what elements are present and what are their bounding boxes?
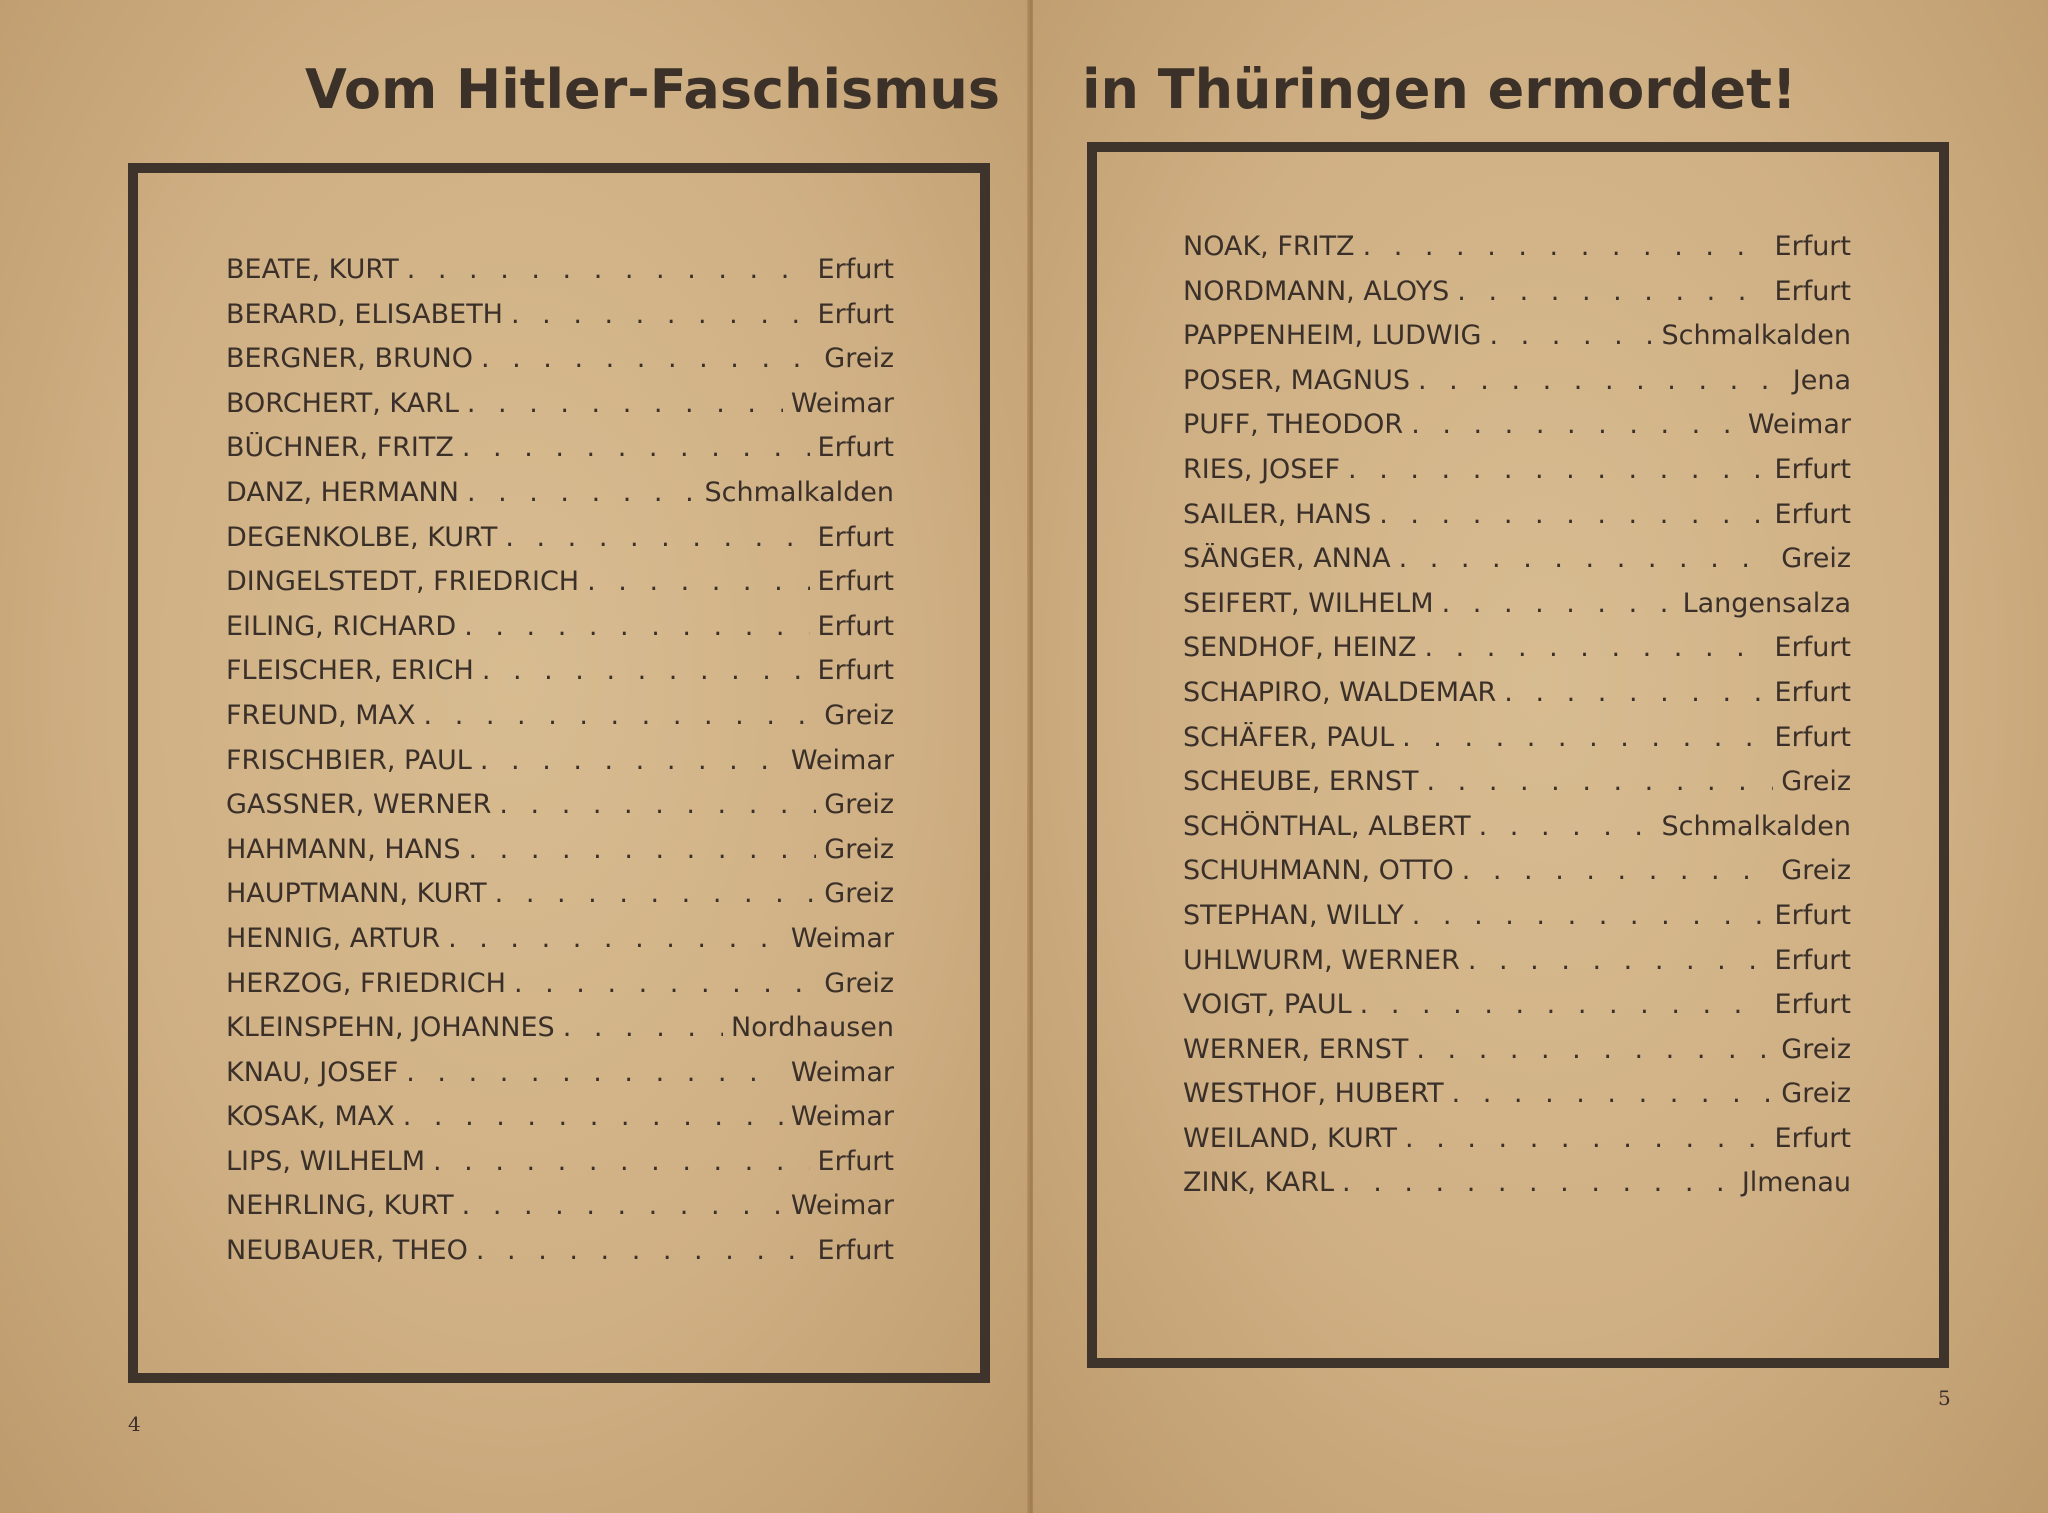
city-name: Weimar — [790, 1101, 894, 1133]
city-name: Weimar — [790, 744, 894, 776]
dot-leader — [1363, 231, 1767, 262]
city-name: Weimar — [790, 1190, 894, 1222]
city-name: Greiz — [1781, 855, 1851, 887]
victim-name: KLEINSPEHN, JOHANNES — [226, 1012, 555, 1044]
dot-leader — [1418, 365, 1785, 396]
victim-name: LIPS, WILHELM — [226, 1145, 425, 1177]
list-item — [226, 789, 894, 834]
victim-name: HERZOG, FRIEDRICH — [226, 967, 506, 999]
list-item — [226, 1057, 894, 1102]
dot-leader — [1452, 1078, 1774, 1109]
city-name: Erfurt — [817, 655, 894, 687]
dot-leader — [406, 1057, 783, 1088]
list-item — [1183, 588, 1851, 633]
list-item — [226, 432, 894, 477]
list-item — [1183, 1034, 1851, 1079]
city-name: Greiz — [824, 343, 894, 375]
dot-leader — [505, 522, 809, 553]
dot-leader — [424, 700, 817, 731]
victim-name: BORCHERT, KARL — [226, 387, 459, 419]
city-name: Erfurt — [1774, 453, 1851, 485]
victim-name: DINGELSTEDT, FRIEDRICH — [226, 566, 580, 598]
city-name: Greiz — [824, 833, 894, 865]
list-item — [1183, 499, 1851, 544]
victim-name: SCHÖNTHAL, ALBERT — [1183, 810, 1471, 842]
victim-name: FREUND, MAX — [226, 699, 416, 731]
list-item — [226, 1235, 894, 1280]
city-name: Erfurt — [817, 610, 894, 642]
list-item — [226, 745, 894, 790]
list-item — [226, 388, 894, 433]
city-name: Weimar — [1747, 409, 1851, 441]
city-name: Erfurt — [817, 566, 894, 598]
list-item — [226, 1101, 894, 1146]
victim-name: KOSAK, MAX — [226, 1101, 395, 1133]
dot-leader — [433, 1146, 810, 1177]
victim-name: NEUBAUER, THEO — [226, 1235, 468, 1267]
city-name: Weimar — [790, 922, 894, 954]
right-page — [1033, 0, 2048, 1513]
list-item — [1183, 722, 1851, 767]
victim-name: UHLWURM, WERNER — [1183, 944, 1460, 976]
list-item — [226, 522, 894, 567]
dot-leader — [480, 745, 783, 776]
dot-leader — [448, 923, 783, 954]
victim-name: STEPHAN, WILLY — [1183, 899, 1404, 931]
dot-leader — [407, 254, 810, 285]
list-item — [226, 1190, 894, 1235]
list-item — [1183, 900, 1851, 945]
dot-leader — [1504, 677, 1766, 708]
dot-leader — [1348, 454, 1767, 485]
victim-name: FLEISCHER, ERICH — [226, 655, 474, 687]
victim-name: HAUPTMANN, KURT — [226, 878, 487, 910]
list-item — [1183, 989, 1851, 1034]
victim-name: PUFF, THEODOR — [1183, 409, 1404, 441]
victim-name: SAILER, HANS — [1183, 498, 1372, 530]
city-name: Erfurt — [817, 298, 894, 330]
dot-leader — [495, 878, 817, 909]
dot-leader — [563, 1012, 723, 1043]
list-item — [1183, 1078, 1851, 1123]
list-item — [226, 834, 894, 879]
list-item — [1183, 409, 1851, 454]
victim-name: FRISCHBIER, PAUL — [226, 744, 472, 776]
city-name: Greiz — [824, 967, 894, 999]
dot-leader — [511, 299, 810, 330]
list-item — [226, 923, 894, 968]
list-item — [226, 566, 894, 611]
dot-leader — [1402, 722, 1766, 753]
city-name: Erfurt — [1774, 231, 1851, 262]
left-page-title: Vom Hitler-Faschismus — [305, 58, 1000, 121]
list-item — [1183, 632, 1851, 677]
dot-leader — [403, 1101, 783, 1132]
dot-leader — [462, 432, 810, 463]
dot-leader — [1399, 543, 1774, 574]
city-name: Erfurt — [817, 1145, 894, 1177]
city-name: Weimar — [790, 387, 894, 419]
list-item — [1183, 365, 1851, 410]
dot-leader — [1379, 499, 1766, 530]
list-item — [1183, 320, 1851, 365]
dot-leader — [499, 789, 816, 820]
victim-name: VOIGT, PAUL — [1183, 989, 1352, 1021]
list-item — [226, 477, 894, 522]
victim-name: WEILAND, KURT — [1183, 1122, 1398, 1154]
list-item — [226, 700, 894, 745]
victim-name: GASSNER, WERNER — [226, 789, 492, 821]
city-name: Greiz — [1781, 1033, 1851, 1065]
city-name: Erfurt — [1774, 899, 1851, 931]
victim-name: HAHMANN, HANS — [226, 833, 461, 865]
victim-name: BÜCHNER, FRITZ — [226, 432, 454, 464]
city-name: Erfurt — [1774, 498, 1851, 530]
city-name: Erfurt — [817, 1235, 894, 1267]
list-item — [1183, 231, 1851, 276]
victim-name: ZINK, KARL — [1183, 1167, 1335, 1199]
list-item — [1183, 1167, 1851, 1212]
right-page-title: in Thüringen ermordet! — [1082, 58, 1797, 121]
dot-leader — [1411, 409, 1740, 440]
dot-leader — [481, 343, 816, 374]
dot-leader — [1360, 989, 1767, 1020]
list-item — [1183, 766, 1851, 811]
city-name: Jena — [1792, 364, 1851, 396]
city-name: Greiz — [824, 878, 894, 910]
victim-name: SCHÄFER, PAUL — [1183, 721, 1395, 753]
dot-leader — [1457, 276, 1766, 307]
dot-leader — [476, 1235, 810, 1266]
city-name: Erfurt — [1774, 632, 1851, 664]
list-item — [226, 968, 894, 1013]
city-name: Greiz — [1781, 766, 1851, 798]
city-name: Erfurt — [1774, 676, 1851, 708]
city-name: Schmalkalden — [1661, 320, 1851, 352]
list-item — [1183, 276, 1851, 321]
list-item — [1183, 811, 1851, 856]
list-item — [226, 878, 894, 923]
list-item — [226, 655, 894, 700]
left-name-list — [226, 254, 894, 1280]
dot-leader — [587, 566, 809, 597]
city-name: Erfurt — [817, 254, 894, 285]
victim-name: SENDHOF, HEINZ — [1183, 632, 1417, 664]
victim-name: RIES, JOSEF — [1183, 453, 1341, 485]
dot-leader — [482, 655, 810, 686]
dot-leader — [1479, 811, 1654, 842]
city-name: Erfurt — [817, 432, 894, 464]
dot-leader — [1405, 1123, 1766, 1154]
city-name: Erfurt — [1774, 944, 1851, 976]
victim-name: SCHEUBE, ERNST — [1183, 766, 1419, 798]
dot-leader — [1416, 1034, 1773, 1065]
city-name: Greiz — [824, 699, 894, 731]
victim-name: DEGENKOLBE, KURT — [226, 521, 498, 553]
list-item — [1183, 454, 1851, 499]
city-name: Erfurt — [1774, 989, 1851, 1021]
victim-name: BERARD, ELISABETH — [226, 298, 503, 330]
right-page-number: 5 — [1938, 1386, 1951, 1410]
victim-name: EILING, RICHARD — [226, 610, 457, 642]
dot-leader — [1424, 632, 1766, 663]
dot-leader — [467, 388, 783, 419]
victim-name: SEIFERT, WILHELM — [1183, 587, 1434, 619]
dot-leader — [469, 834, 817, 865]
city-name: Weimar — [790, 1056, 894, 1088]
victim-name: BERGNER, BRUNO — [226, 343, 473, 375]
victim-name: PAPPENHEIM, LUDWIG — [1183, 320, 1482, 352]
victim-name: HENNIG, ARTUR — [226, 922, 441, 954]
list-item — [1183, 543, 1851, 588]
dot-leader — [1442, 588, 1675, 619]
city-name: Nordhausen — [730, 1012, 894, 1044]
city-name: Schmalkalden — [1661, 810, 1851, 842]
city-name: Schmalkalden — [704, 476, 894, 508]
list-item — [226, 1012, 894, 1057]
victim-name: DANZ, HERMANN — [226, 476, 459, 508]
list-item — [226, 1146, 894, 1191]
victim-name: NORDMANN, ALOYS — [1183, 275, 1450, 307]
victim-name: SCHUHMANN, OTTO — [1183, 855, 1454, 887]
city-name: Erfurt — [1774, 721, 1851, 753]
list-item — [1183, 677, 1851, 722]
city-name: Erfurt — [1774, 275, 1851, 307]
list-item — [226, 343, 894, 388]
city-name: Greiz — [1781, 1078, 1851, 1110]
victim-name: NEHRLING, KURT — [226, 1190, 454, 1222]
list-item — [1183, 855, 1851, 900]
dot-leader — [514, 968, 816, 999]
dot-leader — [1489, 320, 1653, 351]
victim-name: BEATE, KURT — [226, 254, 399, 285]
city-name: Greiz — [1781, 543, 1851, 575]
city-name: Jlmenau — [1741, 1167, 1851, 1199]
list-item — [226, 254, 894, 299]
victim-name: WERNER, ERNST — [1183, 1033, 1409, 1065]
list-item — [1183, 1123, 1851, 1168]
victim-name: WESTHOF, HUBERT — [1183, 1078, 1444, 1110]
victim-name: NOAK, FRITZ — [1183, 231, 1355, 262]
dot-leader — [1412, 900, 1767, 931]
dot-leader — [1342, 1167, 1734, 1198]
victim-name: POSER, MAGNUS — [1183, 364, 1410, 396]
city-name: Erfurt — [1774, 1122, 1851, 1154]
city-name: Erfurt — [817, 521, 894, 553]
victim-name: KNAU, JOSEF — [226, 1056, 399, 1088]
list-item — [226, 611, 894, 656]
right-name-list — [1183, 231, 1851, 1212]
dot-leader — [1462, 855, 1774, 886]
dot-leader — [1427, 766, 1774, 797]
list-item — [226, 299, 894, 344]
left-page-number: 4 — [128, 1412, 141, 1436]
dot-leader — [464, 611, 809, 642]
victim-name: SCHAPIRO, WALDEMAR — [1183, 676, 1497, 708]
victim-name: SÄNGER, ANNA — [1183, 543, 1391, 575]
city-name: Langensalza — [1682, 587, 1851, 619]
dot-leader — [467, 477, 697, 508]
dot-leader — [1468, 945, 1767, 976]
city-name: Greiz — [824, 789, 894, 821]
dot-leader — [462, 1190, 783, 1221]
list-item — [1183, 945, 1851, 990]
